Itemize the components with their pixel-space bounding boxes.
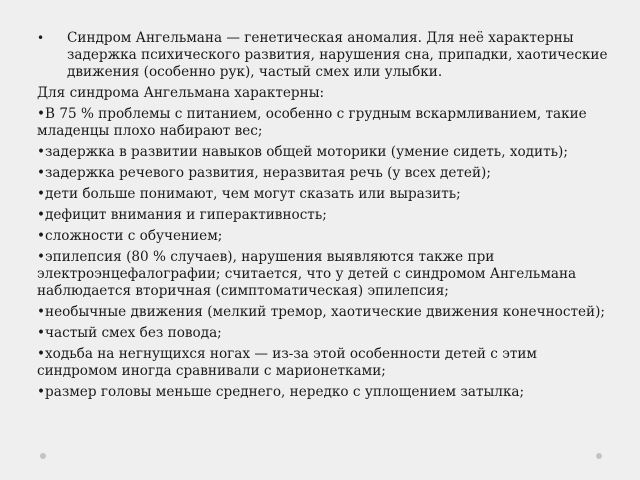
symptom-item-head-size: •размер головы меньше среднего, нередко с уплощением затылка;: [37, 384, 525, 400]
symptom-item-epilepsy: •эпилепсия (80 % случаев), нарушения выявляются также при электроэнцефалографии; считается, что у детей с синдромом Ангельмана наблюдается вторичная (симптоматическая) эпилепсия;: [37, 249, 577, 299]
symptom-item-learning: •сложности с обучением;: [37, 228, 223, 244]
symptom-item-gait: •ходьба на негнущихся ногах — из-за этой особенности детей с этим синдромом иногда сравнивали с марионетками;: [37, 346, 537, 379]
lead-paragraph: Синдром Ангельмана — генетическая аномалия. Для неё характерны задержка психического развития, нарушения сна, припадки, хаотические движения (особенно рук), частый смех или улыбки.: [67, 30, 608, 80]
symptom-item-speech-delay: •задержка речевого развития, неразвитая речь (у всех детей);: [37, 165, 491, 181]
bullet-marker: •: [37, 31, 45, 45]
slide-content: [37, 30, 617, 405]
nav-dot-right: [596, 453, 602, 459]
symptom-item-understanding: •дети больше понимают, чем могут сказать или выразить;: [37, 186, 461, 202]
lead-bullet-item: [37, 30, 617, 81]
symptom-item-attention: •дефицит внимания и гиперактивность;: [37, 207, 327, 223]
intro-line: Для синдрома Ангельмана характерны:: [37, 85, 325, 101]
symptom-item-motor-delay: •задержка в развитии навыков общей моторики (умение сидеть, ходить);: [37, 144, 568, 160]
symptom-item-feeding: •В 75 % проблемы с питанием, особенно с грудным вскармливанием, такие младенцы плохо набирают вес;: [37, 106, 587, 139]
nav-dot-left: [40, 453, 46, 459]
symptom-item-laughter: •частый смех без повода;: [37, 325, 222, 341]
symptom-item-movements: •необычные движения (мелкий тремор, хаотические движения конечностей);: [37, 304, 605, 320]
